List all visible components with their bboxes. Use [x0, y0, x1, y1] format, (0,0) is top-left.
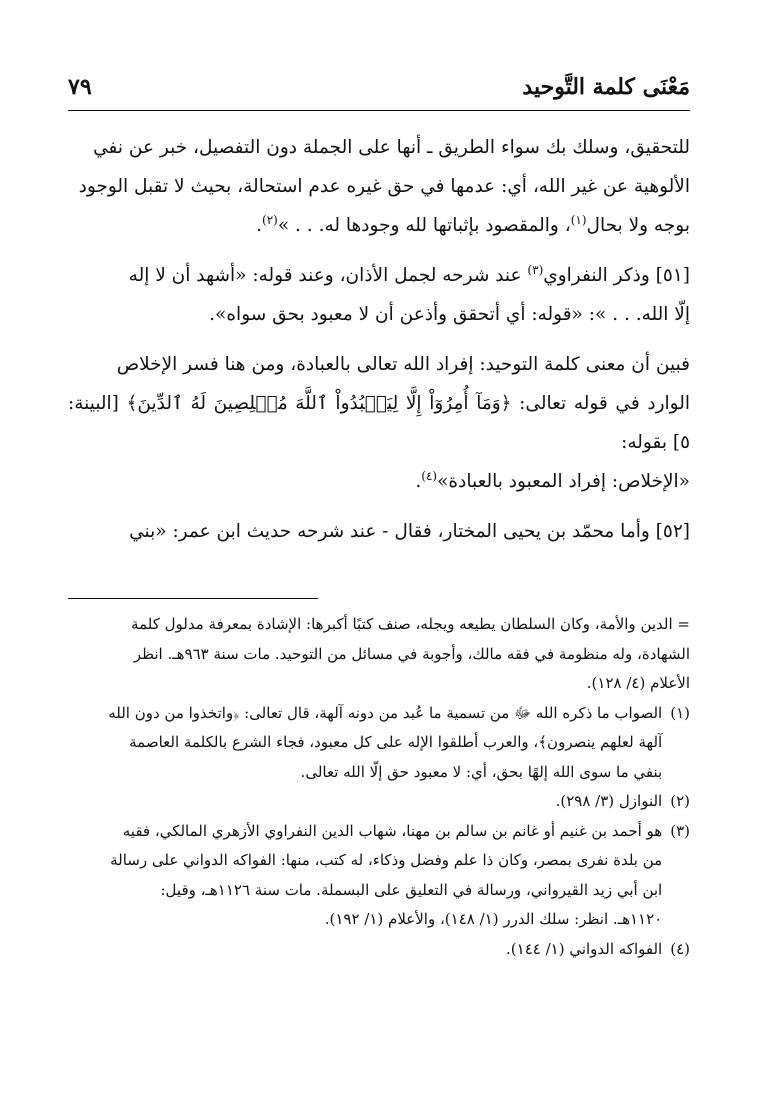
footnote-number: (٣) — [670, 821, 690, 840]
footnote-line: الشهادة، وله منظومة في فقه مالك، وأجوبة في مسائل من التوحيد. مات سنة ٩٦٣هـ. انظر — [133, 644, 690, 663]
body-line — [68, 206, 690, 245]
footnote-line: الأعلام (٤/ ١٢٨). — [586, 674, 690, 692]
footnote-separator — [68, 598, 318, 599]
body-line — [68, 256, 690, 295]
body-text-run: . — [256, 215, 263, 236]
footnote-line: هو أحمد بن غنيم أو غانم بن سالم بن مهنا، شهاب الدين النفراوي الأزهري المالكي، فقيه — [122, 821, 663, 840]
running-header — [68, 70, 690, 111]
footnote-1 — [68, 699, 690, 788]
footnote-text — [68, 817, 662, 935]
main-text — [68, 128, 690, 551]
body-line: الوارد في قوله تعالى: ﴿وَمَآ أُمِرُوٓاْ إِلَّا لِيَعۡبُدُواْ ٱللَّهَ مُخۡلِصِينَ لَهُ ٱلدِّينَ﴾ [البينة: ٥] بقوله: — [68, 393, 690, 453]
body-text-run: بوجه ولا بحال — [586, 215, 690, 236]
footnote-line: = الدين والأمة، وكان السلطان يطيعه ويجله، صنف كتبًا أكبرها: الإشادة بمعرفة مدلول كلمة — [131, 615, 690, 633]
footnotes — [68, 610, 690, 964]
body-line: [٥٢] وأما محمّد بن يحيى المختار، فقال - عند شرحه حديث ابن عمر: «بني — [129, 521, 690, 542]
body-text-run: [٥١] وذكر النفراوي — [543, 265, 690, 286]
footnote-line: الفواكه الدواني (١/ ١٤٤). — [506, 939, 663, 958]
header-title: مَعْنَى كلمة التَّوحيد — [522, 74, 690, 100]
footnote-number: (٢) — [670, 792, 690, 810]
footnote-text — [68, 699, 662, 788]
footnote-2 — [68, 787, 690, 817]
body-line: فبين أن معنى كلمة التوحيد: إفراد الله تعالى بالعبادة، ومن هنا فسر الإخلاص — [116, 354, 690, 375]
page-number: ٧٩ — [68, 74, 92, 100]
footnote-3 — [68, 817, 690, 935]
footnote-4 — [68, 935, 690, 965]
footnote-line: ١١٢٠هـ. انظر: سلك الدرر (١/ ١٤٨)، والأعلام (١/ ١٩٢). — [324, 910, 663, 928]
body-text-run: «الإخلاص: إفراد المعبود بالعبادة» — [437, 471, 690, 492]
body-text-run: عند شرحه لجمل الأذان، وعند قوله: «أشهد أن لا إله — [128, 265, 528, 286]
body-line: إلّا الله. . . »: «قوله: أي أتحقق وأذعن أن لا معبود بحق سواه». — [209, 304, 690, 325]
footnote-line: ابن أبي زيد القيرواني، ورسالة في التعليق على البسملة. مات سنة ١١٢٦هـ، وقيل: — [160, 880, 663, 899]
footnote-number: (١) — [670, 703, 690, 722]
footnote-line: بنفي ما سوى الله إلهًا بحق، أي: لا معبود حق إلّا الله تعالى. — [300, 762, 663, 781]
footnote-line: الصواب ما ذكره الله ﷻ من تسمية ما عُبد من دونه آلهة، قال تعالى: ﴿واتخذوا من دون الله — [108, 703, 663, 722]
footnote-line: آلهة لعلهم ينصرون﴾، والعرب أطلقوا الإله على كل معبود، فجاء الشرع بالكلمة العاصمة — [129, 733, 663, 751]
body-line: الألوهية عن غير الله، أي: عدمها في حق غيره عدم استحالة، بحيث لا تقبل الوجود — [78, 176, 690, 197]
body-text-run: ، والمقصود بإثباتها لله وجودها له. . . » — [277, 215, 571, 236]
body-line: للتحقيق، وسلك بك سواء الطريق ـ أنها على الجملة دون التفصيل، خبر عن نفي — [93, 137, 690, 158]
footnote-number: (٤) — [670, 939, 690, 958]
body-line — [68, 462, 690, 501]
footnote-ref-3: (٣) — [527, 262, 544, 277]
footnote-text — [68, 787, 662, 817]
body-text-run: . — [415, 471, 422, 492]
footnote-line: النوازل (٣/ ٢٩٨). — [555, 792, 663, 810]
footnote-line: من بلدة نفرى بمصر، وكان ذا علم وفضل وذكاء، له كتب، منها: الفواكه الدواني على رسالة — [110, 851, 663, 869]
footnote-ref-2: (٢) — [262, 212, 278, 227]
footnote-ref-4: (٤) — [421, 468, 438, 483]
footnote-text — [68, 935, 662, 965]
footnote-ref-1: (١) — [570, 212, 587, 227]
